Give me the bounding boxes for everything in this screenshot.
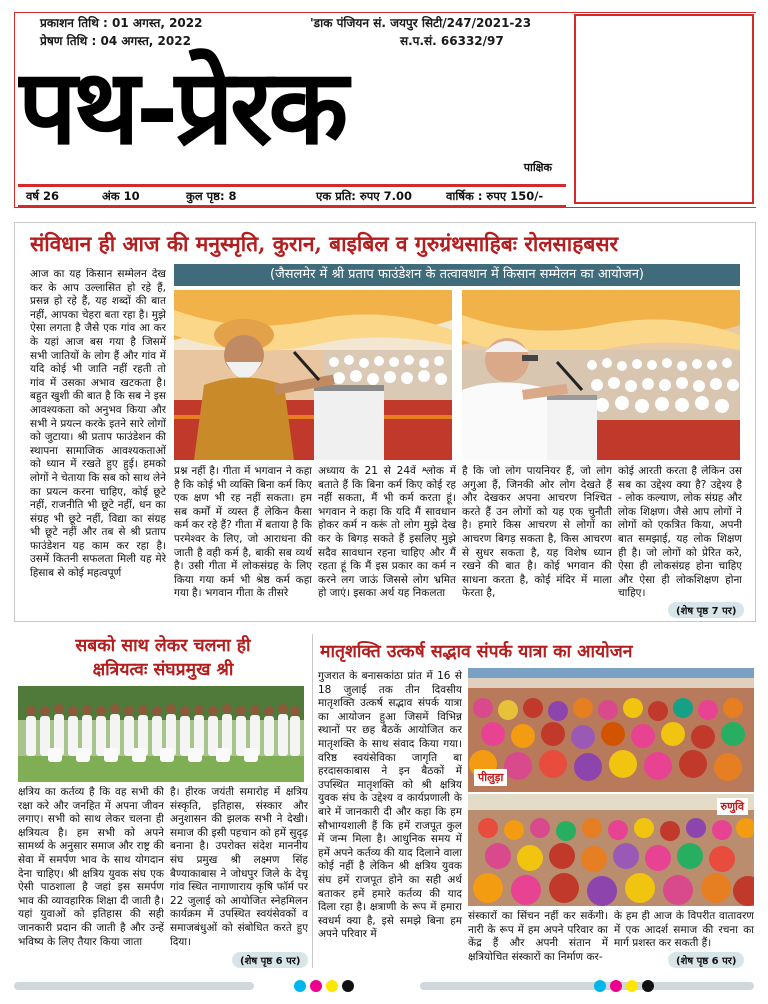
- magenta-mark-icon-2: [610, 980, 622, 992]
- speaker-turban-illustration: [174, 290, 452, 460]
- left-story-continued-label: (शेष पृष्ठ 6 पर): [232, 952, 308, 968]
- magenta-mark-icon: [310, 980, 322, 992]
- lead-continued-label: (शेष पृष्ठ 7 पर): [668, 602, 744, 618]
- cyan-mark-icon-2: [594, 980, 606, 992]
- right-story-headline: मातृशक्ति उत्कर्ष सद्भाव संपर्क यात्रा का आयोजन: [320, 642, 633, 662]
- right-story-column-1: गुजरात के बनासकांठा प्रांत में 16 से 18 जुलाई तक तीन दिवसीय मातृशक्ति उत्कर्ष सद्भाव संपर्क यात्रा का आयोजन हुआ जिसमें विभिन्न स्थानों पर छह बैठकें आयोजित कर मातृशक्ति के साथ संवाद किया गया। वरिष्ठ स्वयंसेविका जागृति बा हरदासकाबास ने इन बैठकों में उपस्थित मातृशक्ति को श्री क्षत्रिय युवक संघ के उद्देश्य व कार्यप्रणाली के बारे में जानकारी दी और कहा कि हम सौभाग्यशाली हैं कि हमें राजपूत कुल में जन्म मिला है। आधुनिक समय में हमें अपने कर्तव्य की याद दिलाने वाला कोई नहीं है लेकिन श्री क्षत्रिय युवक संघ हमें राजपूत होने का सही अर्थ बताकर हमें हमारे कर्तव्य की याद दिला रहा है। क्षत्राणी के रूप में हमारा स्वधर्म क्या है, इसे समझे बिना हम अपने परिवार में: [318, 670, 462, 941]
- lead-column-1: आज का यह किसान सम्मेलन देख कर के आप उल्लासित हो रहे हैं, प्रसन्न हो रहे हैं, यह शब्दों की बात नहीं, आपका चेहरा बता रहा है। मुझे ऐसा लगता है जैसे एक गांव आ कर के यहां आज बस गया है जिसमें सभी जातियों के लोग हैं और गांव में यदि कोई भी जाति नहीं रहती तो गांव में उसका अभाव खटकता है। बहुत खुशी की बात है कि सब ने इस आवश्यकता को अनुभव किया और सभी ने प्रयत्न करके इतने सारे लोगों को जुटाया। श्री प्रताप फाउंडेशन की स्थापना सामाजिक आवश्यकताओं को ध्यान में रखते हुए हुई। हमको लोगों ने चेताया कि सब को साथ लेने का प्रयत्न करना चाहिए, कोई छूटे नहीं, राजनीति भी छूटे नहीं, धन का संग्रह भी छूटे नहीं, विद्या का संग्रह भी छूटे नहीं और तब से श्री प्रताप फाउंडेशन यह काम कर रहा है। उसमें कितनी सफलता मिली यह मेरे हिसाब से कोई महत्वपूर्ण: [30, 268, 166, 580]
- publication-dates: [40, 14, 202, 50]
- rni-number: स.प.सं. 66332/97: [400, 34, 504, 48]
- annual-subscription: वार्षिक : रुपए 150/-: [446, 188, 544, 203]
- meeting-photo-runuvi: [468, 794, 754, 906]
- meeting-photo-piluda: [468, 668, 754, 792]
- speaker-white-illustration: [462, 290, 740, 460]
- lead-subheadline: (जैसलमेर में श्री प्रताप फाउंडेशन के तत्वावधान में किसान सम्मेलन का आयोजन): [174, 264, 740, 286]
- left-story-headline: [18, 634, 308, 682]
- women-meeting-illustration-1: [468, 668, 754, 792]
- registration-info: [310, 14, 531, 50]
- photo-caption-piluda: पीलुड़ा: [474, 769, 507, 786]
- right-story-continued-label: (शेष पृष्ठ 6 पर): [668, 952, 744, 968]
- lead-photo-speaker-white: [462, 290, 740, 460]
- page-count: कुल पृष्ठ: 8: [186, 188, 237, 203]
- lead-column-3: अध्याय के 21 से 24वें श्लोक में बताते हैं कि बिना कर्म किए कोई रह नहीं सकता, मैं भी कर्म करता हूं। भगवान ने कहा कि यदि मैं सावधान होकर कर्म न करूं तो लोग मुझे देख कर के बिगड़ सकते हैं इसलिए मुझे सदैव सावधान रहना चाहिए और मैं रहता हूं कि मैं इस प्रकार का कर्म न करने लग जाऊं जिससे लोग भ्रमित हो जाएं। इसका अर्थ यह निकलता: [318, 465, 456, 600]
- registration-marks: [0, 974, 768, 998]
- single-copy-price: एक प्रति: रुपए 7.00: [316, 188, 413, 203]
- issue-year: वर्ष 26: [26, 188, 60, 203]
- left-headline-line-1: सबको साथ लेकर चलना ही: [75, 636, 251, 656]
- frequency-label: पाक्षिक: [523, 161, 552, 174]
- newspaper-title: पथ-प्रेरक: [18, 48, 345, 166]
- left-headline-line-2: क्षत्रियत्वः संघप्रमुख श्री: [92, 660, 234, 680]
- group-photo-illustration: [18, 686, 304, 782]
- publish-date: प्रकाशन तिथि : 01 अगस्त, 2022: [40, 16, 203, 30]
- footer-registration-bar: [0, 974, 768, 998]
- cyan-mark-icon: [294, 980, 306, 992]
- left-story-column-2: है। हीरक जयंती समारोह में क्षत्रिय संस्कृति, इतिहास, संस्कार और अनुशासन की झलक सभी ने देखी। समाज की इसी पहचान को हमें सुदृढ़ बनाना है। उपरोक्त संदेश माननीय संघ प्रमुख श्री लक्ष्मण सिंह बैण्याकाबास ने जोधपुर जिले के देचू गांव स्थित नागाणाराय कृषि फॉर्म पर 22 जुलाई को आयोजित स्नेहमिलन कार्यक्रम में उपस्थित स्वयंसेवकों व समाजबंधुओं को संबोधित करते हुए दिया।: [170, 786, 308, 948]
- right-story-column-3: के हम ही आज के विपरीत वातावरण में एक आदर्श समाज की रचना का मार्ग प्रशस्त कर सकती हैं।: [614, 910, 754, 950]
- lead-column-2: प्रश्न नहीं है। गीता में भगवान ने कहा है कि कोई भी व्यक्ति बिना कर्म किए एक क्षण भी रह नहीं सकता। हम सब कर्मों में व्यस्त हैं लेकिन कैसा कर्म कर रहे हैं? गीता में बताया है कि परमेश्वर के लिए, जो आराधना की जाती है वही कर्म है, बाकी सब व्यर्थ है। उसी गीता में लोकसंग्रह के लिए किया गया कर्म भी श्रेष्ठ कर्म कहा गया है। भगवान गीता के तीसरे: [174, 465, 312, 600]
- black-mark-icon: [342, 980, 354, 992]
- masthead: [18, 14, 566, 210]
- yellow-mark-icon: [326, 980, 338, 992]
- group-photo-volunteers: [18, 686, 304, 782]
- lead-headline: संविधान ही आज की मनुस्मृति, कुरान, बाइबिल व गुरुग्रंथसाहिबः रोलसाहबसर: [30, 231, 619, 256]
- postal-registration: 'डाक पंजियन सं. जयपुर सिटी/247/2021-23: [310, 16, 532, 30]
- address-box: [574, 14, 754, 204]
- yellow-mark-icon-2: [626, 980, 638, 992]
- women-meeting-illustration-2: [468, 794, 754, 906]
- black-mark-icon-2: [642, 980, 654, 992]
- dispatch-date: प्रेषण तिथि : 04 अगस्त, 2022: [40, 34, 191, 48]
- right-story-column-2: संस्कारों का सिंचन नहीं कर सकेंगी। नारी के रूप में हम अपने परिवार का केंद्र हैं और अपनी संतान में क्षत्रियोचित संस्कारों का निर्माण कर-: [468, 910, 608, 963]
- column-divider: [312, 634, 313, 968]
- lead-photo-speaker-turban: [174, 290, 452, 460]
- photo-caption-runuvi: रुणुवि: [717, 798, 749, 815]
- lead-column-4: है कि जो लोग पायनियर हैं, जो लोग अगुआ हैं, जिनकी ओर लोग देखते हैं और देखकर अपना आचरण निश्चित करते हैं उन लोगों को यह एक चुनौती है। हमारे किस आचरण से लोगों का आचरण बिगड़ सकता है, किस आचरण से सुधर सकता है, यह विशेष ध्यान रखने की बात है। कोई भगवान की साधना करता है, कोई मंदिर में माला फेरता है,: [462, 465, 612, 600]
- issue-number: अंक 10: [102, 188, 140, 203]
- left-story-column-1: क्षत्रिय का कर्तव्य है कि वह सभी की रक्षा करे और जनहित में अपना जीवन लगाए। सभी को साथ लेकर चलना ही क्षत्रियत्व है। हम सभी को अपने सामर्थ्य के अनुसार समाज और राष्ट्र की सेवा में समर्पण भाव के साथ योगदान देना चाहिए। श्री क्षत्रिय युवक संघ एक ऐसी पाठशाला है जहां इस समर्पण भाव की व्यावहारिक शिक्षा दी जाती है। यहां युवाओं को इतिहास की सही जानकारी प्रदान की जाती है और उन्हें भविष्य के लिए तैयार किया जाता: [18, 786, 164, 948]
- issue-info-bar: [18, 184, 566, 208]
- lead-column-5: कोई आरती करता है लेकिन उस सब का उद्देश्य क्या है? उद्देश्य है - लोक कल्याण, लोक संग्रह और लोक शिक्षण। जैसे आप लोगों ने लोगों को एकत्रित किया, अपनी बात समझाई, यह लोक शिक्षण ही है। जो लोगों को प्रेरित करे, ऐसा ही लोकसंग्रह होना चाहिए और ऐसा ही लोकशिक्षण होना चाहिए।: [618, 465, 742, 600]
